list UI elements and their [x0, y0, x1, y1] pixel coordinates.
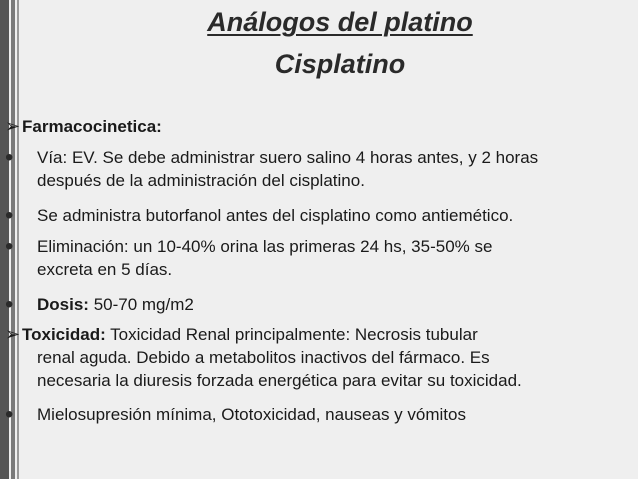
slide-subtitle: Cisplatino: [274, 49, 406, 79]
round-bullet-icon: •: [5, 291, 14, 318]
round-bullet-icon: •: [5, 144, 14, 171]
pharmacokinetics-heading: Farmacocinetica:: [22, 117, 162, 136]
arrow-bullet-icon: ➢: [5, 324, 21, 344]
round-bullet-icon: •: [5, 401, 14, 428]
slide-title: Análogos del platino: [207, 7, 473, 37]
via-text: Vía: EV. Se debe administrar suero salino 4 horas antes, y 2 horas después de la administración del cisplatino.: [37, 148, 539, 190]
slide-body: ➢ Farmacocinetica: • Vía: EV. Se debe administrar suero salino 4 horas antes, y 2 horas después de la administración del cisplatino. • Se administra butorfanol antes del cisplatino como antiemético. • Eliminación: un 10-40% orina las primeras 24 hs, 35-50% se excreta en 5 días. • Dosis: 50-70 mg/m2 ➢ Toxicidad: Toxicidad Renal principalmente: Necrosis tubular renal aguda. Debido a metabolitos inactivos del fármaco. Es necesaria la diuresis forzada energética para evitar su toxicidad. • Mielosupresión mínima, Ototoxicidad, nauseas y vómitos: [0, 0, 638, 479]
toxicidad-text: Toxicidad: Toxicidad Renal principalmente: Necrosis tubular: [22, 325, 478, 344]
round-bullet-icon: •: [5, 233, 14, 260]
mielosupresion-text: Mielosupresión mínima, Ototoxicidad, nauseas y vómitos: [37, 405, 466, 424]
eliminacion-text: Eliminación: un 10-40% orina las primeras 24 hs, 35-50% se excreta en 5 días.: [37, 237, 493, 279]
dosis-text: Dosis: 50-70 mg/m2: [37, 295, 194, 314]
butorfanol-text: Se administra butorfanol antes del cisplatino como antiemético.: [37, 206, 514, 225]
round-bullet-icon: •: [5, 202, 14, 229]
arrow-bullet-icon: ➢: [5, 116, 21, 136]
